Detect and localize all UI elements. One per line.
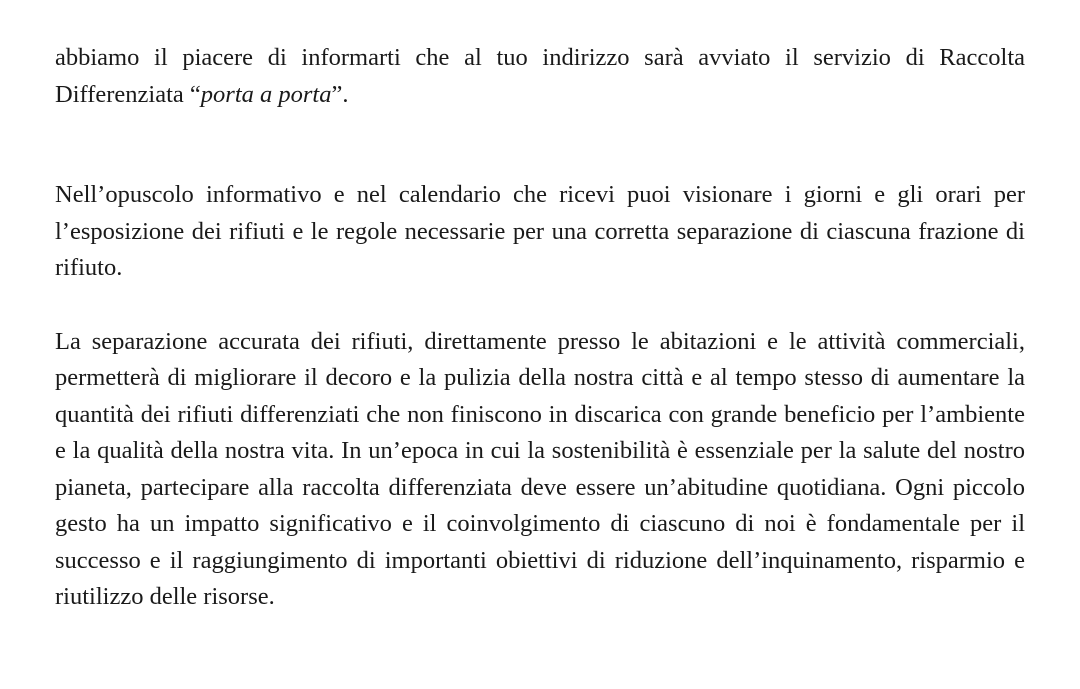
paragraph-cut-off-blurred [55, 653, 1025, 689]
paragraph-service-start [55, 40, 1025, 113]
paragraph-1-closing: ”. [331, 81, 348, 108]
paragraph-1-text: abbiamo il piacere di informarti che al tuo indirizzo sarà avviato il servizio di Raccolta Differenziata “ [55, 44, 1025, 108]
paragraph-separation-benefits: La separazione accurata dei rifiuti, direttamente presso le abitazioni e le attività commerciali, permetterà di migliorare il decoro e la pulizia della nostra città e al tempo stesso di aumentare la quantità dei rifiuti differenziati che non finiscono in discarica con grande beneficio per l’ambiente e la qualità della nostra vita. In un’epoca in cui la sostenibilità è essenziale per la salute del nostro pianeta, partecipare alla raccolta differenziata deve essere un’abitudine quotidiana. Ogni piccolo gesto ha un impatto significativo e il coinvolgimento di ciascuno di noi è fondamentale per il successo e il raggiungimento di importanti obiettivi di riduzione dell’inquinamento, risparmio e riutilizzo delle risorse. [55, 324, 1025, 616]
letter-body [55, 40, 1025, 689]
porta-a-porta-emphasis: porta a porta [201, 81, 332, 108]
paragraph-brochure-calendar: Nell’opuscolo informativo e nel calendario che ricevi puoi visionare i giorni e gli orari per l’esposizione dei rifiuti e le regole necessarie per una corretta separazione di ciascuna frazione di rifiuto. [55, 177, 1025, 287]
